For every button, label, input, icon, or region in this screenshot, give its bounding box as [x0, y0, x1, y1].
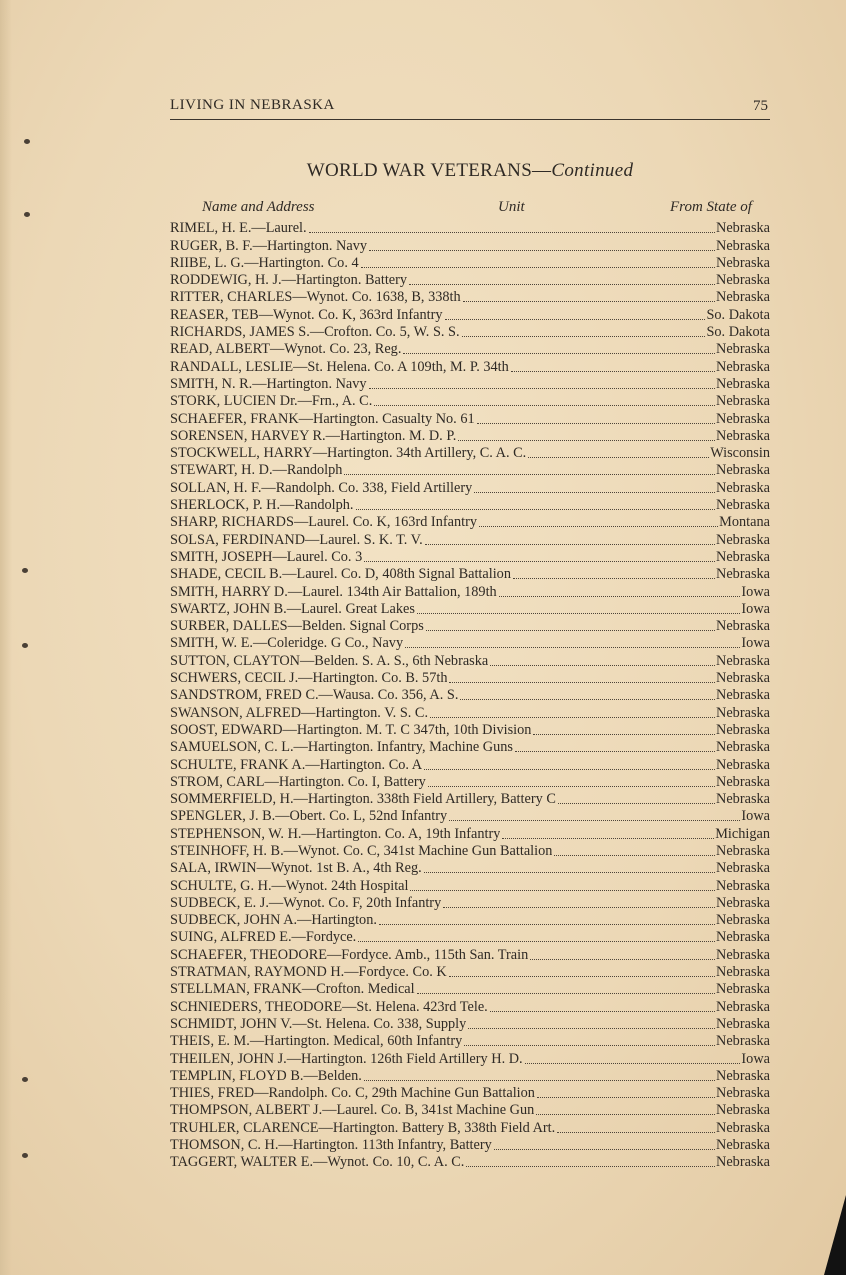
- dot-leader: [445, 319, 706, 320]
- dot-leader: [528, 457, 709, 458]
- binding-hole: [22, 1153, 28, 1158]
- veteran-entry: SOLSA, FERDINAND—Laurel. S. K. T. V.: [170, 531, 423, 548]
- dot-leader: [374, 405, 715, 406]
- page-spine-shadow: [0, 0, 12, 1275]
- veteran-state: Nebraska: [716, 791, 770, 808]
- roster-row: [170, 843, 770, 860]
- veteran-state: Nebraska: [716, 946, 770, 963]
- roster-row: [170, 1085, 770, 1102]
- veteran-state: Nebraska: [716, 652, 770, 669]
- running-head-title: LIVING IN NEBRASKA: [170, 97, 335, 113]
- roster-row: [170, 1050, 770, 1067]
- dot-leader: [443, 907, 715, 908]
- veteran-entry: READ, ALBERT—Wynot. Co. 23, Reg.: [170, 341, 402, 358]
- veteran-entry: SWANSON, ALFRED—Hartington. V. S. C.: [170, 704, 429, 721]
- veteran-entry: THOMPSON, ALBERT J.—Laurel. Co. B, 341st Machine Gun: [170, 1102, 535, 1119]
- roster-row: [170, 1119, 770, 1136]
- dot-leader: [557, 1132, 715, 1133]
- roster-row: [170, 255, 770, 272]
- veteran-state: Nebraska: [716, 739, 770, 756]
- veteran-state: Nebraska: [716, 341, 770, 358]
- veteran-state: Nebraska: [716, 929, 770, 946]
- veteran-entry: SHERLOCK, P. H.—Randolph.: [170, 497, 354, 514]
- dot-leader: [515, 751, 715, 752]
- roster-row: [170, 722, 770, 739]
- veteran-entry: SUING, ALFRED E.—Fordyce.: [170, 929, 357, 946]
- veteran-entry: SMITH, W. E.—Coleridge. G Co., Navy: [170, 635, 404, 652]
- roster-row: [170, 704, 770, 721]
- dot-leader: [449, 682, 715, 683]
- veteran-state: Nebraska: [716, 773, 770, 790]
- dot-leader: [536, 1114, 715, 1115]
- veteran-entry: SMITH, JOSEPH—Laurel. Co. 3: [170, 548, 363, 565]
- veteran-state: Iowa: [741, 635, 770, 652]
- dot-leader: [502, 838, 714, 839]
- roster-row: [170, 808, 770, 825]
- dot-leader: [525, 1063, 741, 1064]
- roster-row: [170, 410, 770, 427]
- veteran-entry: STEPHENSON, W. H.—Hartington. Co. A, 19th Infantry: [170, 825, 501, 842]
- veteran-state: Nebraska: [716, 289, 770, 306]
- roster-row: [170, 1137, 770, 1154]
- veteran-state: Nebraska: [716, 618, 770, 635]
- roster-row: [170, 791, 770, 808]
- veteran-entry: SOLLAN, H. F.—Randolph. Co. 338, Field Artillery: [170, 479, 473, 496]
- veteran-entry: TEMPLIN, FLOYD B.—Belden.: [170, 1067, 362, 1084]
- dot-leader: [449, 976, 715, 977]
- column-header-unit: Unit: [498, 199, 525, 215]
- veteran-entry: SHARP, RICHARDS—Laurel. Co. K, 163rd Infantry: [170, 514, 477, 531]
- veteran-state: Nebraska: [716, 1015, 770, 1032]
- binding-hole: [24, 212, 30, 217]
- veteran-state: Wisconsin: [710, 445, 770, 462]
- dot-leader: [344, 474, 715, 475]
- veteran-state: Nebraska: [716, 894, 770, 911]
- page-number: 75: [753, 98, 768, 114]
- veteran-entry: SCHMIDT, JOHN V.—St. Helena. Co. 338, Supply: [170, 1015, 467, 1032]
- dot-leader: [430, 717, 715, 718]
- veteran-entry: SUDBECK, E. J.—Wynot. Co. F, 20th Infantry: [170, 894, 442, 911]
- dot-leader: [361, 267, 715, 268]
- veteran-entry: SUTTON, CLAYTON—Belden. S. A. S., 6th Nebraska: [170, 652, 489, 669]
- veteran-state: So. Dakota: [706, 306, 770, 323]
- roster-row: [170, 1016, 770, 1033]
- veteran-state: Iowa: [741, 1050, 770, 1067]
- roster-row: [170, 1102, 770, 1119]
- dot-leader: [379, 924, 715, 925]
- dot-leader: [458, 440, 715, 441]
- veteran-state: Nebraska: [716, 1033, 770, 1050]
- dot-leader: [474, 492, 715, 493]
- veteran-entry: STOCKWELL, HARRY—Hartington. 34th Artillery, C. A. C.: [170, 445, 527, 462]
- veteran-entry: THOMSON, C. H.—Hartington. 113th Infantry, Battery: [170, 1137, 492, 1154]
- veteran-entry: THEIS, E. M.—Hartington. Medical, 60th Infantry: [170, 1033, 463, 1050]
- veteran-entry: SCHULTE, G. H.—Wynot. 24th Hospital: [170, 877, 409, 894]
- veteran-state: Nebraska: [716, 964, 770, 981]
- dot-leader: [513, 578, 715, 579]
- dot-leader: [364, 561, 715, 562]
- roster-row: [170, 358, 770, 375]
- veteran-entry: SAMUELSON, C. L.—Hartington. Infantry, Machine Guns: [170, 739, 513, 756]
- roster-row: [170, 998, 770, 1015]
- veteran-state: Nebraska: [716, 220, 770, 237]
- veteran-state: Nebraska: [716, 393, 770, 410]
- veteran-entry: SPENGLER, J. B.—Obert. Co. L, 52nd Infantry: [170, 808, 448, 825]
- veteran-state: Nebraska: [716, 687, 770, 704]
- veteran-roster: [170, 220, 770, 1171]
- veteran-state: Nebraska: [716, 375, 770, 392]
- roster-row: [170, 618, 770, 635]
- dot-leader: [428, 786, 715, 787]
- roster-row: [170, 670, 770, 687]
- dot-leader: [405, 647, 740, 648]
- veteran-entry: TAGGERT, WALTER E.—Wynot. Co. 10, C. A. C.: [170, 1154, 465, 1171]
- veteran-entry: STORK, LUCIEN Dr.—Frn., A. C.: [170, 393, 373, 410]
- veteran-entry: STEWART, H. D.—Randolph: [170, 462, 343, 479]
- veteran-entry: STRATMAN, RAYMOND H.—Fordyce. Co. K: [170, 964, 447, 981]
- veteran-state: Nebraska: [716, 427, 770, 444]
- veteran-entry: SANDSTROM, FRED C.—Wausa. Co. 356, A. S.: [170, 687, 459, 704]
- veteran-state: Nebraska: [716, 1067, 770, 1084]
- roster-row: [170, 774, 770, 791]
- column-header-name: Name and Address: [202, 199, 315, 215]
- veteran-state: Nebraska: [716, 912, 770, 929]
- veteran-entry: SWARTZ, JOHN B.—Laurel. Great Lakes: [170, 600, 415, 617]
- roster-row: [170, 912, 770, 929]
- veteran-state: Nebraska: [716, 860, 770, 877]
- dot-leader: [356, 509, 716, 510]
- veteran-entry: SMITH, N. R.—Hartington. Navy: [170, 375, 367, 392]
- dot-leader: [530, 959, 715, 960]
- section-title: [0, 160, 846, 182]
- veteran-state: Nebraska: [716, 479, 770, 496]
- veteran-entry: SORENSEN, HARVEY R.—Hartington. M. D. P.: [170, 427, 457, 444]
- dot-leader: [533, 734, 715, 735]
- roster-row: [170, 981, 770, 998]
- roster-row: [170, 220, 770, 237]
- roster-row: [170, 306, 770, 323]
- roster-row: [170, 428, 770, 445]
- dot-leader: [417, 613, 740, 614]
- column-header-state: From State of: [670, 199, 752, 215]
- roster-row: [170, 1154, 770, 1171]
- roster-row: [170, 289, 770, 306]
- binding-hole: [24, 139, 30, 144]
- roster-row: [170, 393, 770, 410]
- veteran-state: Nebraska: [716, 704, 770, 721]
- veteran-entry: SUDBECK, JOHN A.—Hartington.: [170, 912, 377, 929]
- dot-leader: [369, 250, 715, 251]
- veteran-state: Iowa: [741, 583, 770, 600]
- section-title-continued: Continued: [551, 160, 634, 181]
- binding-hole: [22, 1077, 28, 1082]
- roster-row: [170, 324, 770, 341]
- veteran-entry: RITTER, CHARLES—Wynot. Co. 1638, B, 338th: [170, 289, 461, 306]
- veteran-state: Nebraska: [716, 272, 770, 289]
- roster-row: [170, 341, 770, 358]
- veteran-entry: RUGER, B. F.—Hartington. Navy: [170, 237, 368, 254]
- roster-row: [170, 531, 770, 548]
- roster-row: [170, 877, 770, 894]
- dot-leader: [403, 353, 715, 354]
- veteran-entry: SCHAEFER, FRANK—Hartington. Casualty No. 61: [170, 410, 475, 427]
- roster-row: [170, 272, 770, 289]
- veteran-state: Nebraska: [716, 1102, 770, 1119]
- dot-leader: [468, 1028, 715, 1029]
- dot-leader: [462, 336, 706, 337]
- roster-row: [170, 652, 770, 669]
- dot-leader: [364, 1080, 715, 1081]
- roster-row: [170, 739, 770, 756]
- veteran-entry: STEINHOFF, H. B.—Wynot. Co. C, 341st Machine Gun Battalion: [170, 842, 553, 859]
- binding-hole: [22, 643, 28, 648]
- roster-row: [170, 929, 770, 946]
- dot-leader: [477, 423, 715, 424]
- roster-row: [170, 756, 770, 773]
- dot-leader: [369, 388, 715, 389]
- veteran-entry: SOMMERFIELD, H.—Hartington. 338th Field Artillery, Battery C: [170, 791, 556, 808]
- roster-row: [170, 1033, 770, 1050]
- running-head: [170, 97, 770, 120]
- binding-hole: [22, 568, 28, 573]
- veteran-state: Nebraska: [716, 670, 770, 687]
- dot-leader: [460, 699, 715, 700]
- dot-leader: [499, 596, 741, 597]
- veteran-entry: SALA, IRWIN—Wynot. 1st B. A., 4th Reg.: [170, 860, 422, 877]
- veteran-entry: SCHULTE, FRANK A.—Hartington. Co. A: [170, 756, 423, 773]
- dot-leader: [490, 1011, 715, 1012]
- veteran-state: Nebraska: [716, 756, 770, 773]
- roster-row: [170, 566, 770, 583]
- roster-row: [170, 237, 770, 254]
- veteran-entry: SOOST, EDWARD—Hartington. M. T. C 347th, 10th Division: [170, 721, 532, 738]
- roster-row: [170, 376, 770, 393]
- roster-row: [170, 860, 770, 877]
- torn-corner: [824, 1195, 846, 1275]
- roster-row: [170, 497, 770, 514]
- veteran-state: Nebraska: [716, 237, 770, 254]
- roster-row: [170, 601, 770, 618]
- veteran-entry: RICHARDS, JAMES S.—Crofton. Co. 5, W. S. S.: [170, 324, 460, 341]
- dot-leader: [426, 630, 715, 631]
- veteran-entry: TRUHLER, CLARENCE—Hartington. Battery B, 338th Field Art.: [170, 1119, 556, 1136]
- dot-leader: [417, 993, 715, 994]
- veteran-state: Nebraska: [716, 497, 770, 514]
- veteran-entry: THEILEN, JOHN J.—Hartington. 126th Field Artillery H. D.: [170, 1050, 523, 1067]
- veteran-state: Nebraska: [716, 410, 770, 427]
- veteran-state: Iowa: [741, 600, 770, 617]
- veteran-state: Nebraska: [716, 548, 770, 565]
- dot-leader: [309, 232, 715, 233]
- veteran-state: Nebraska: [716, 358, 770, 375]
- veteran-entry: RIMEL, H. E.—Laurel.: [170, 220, 307, 237]
- veteran-entry: RANDALL, LESLIE—St. Helena. Co. A 109th, M. P. 34th: [170, 358, 509, 375]
- dot-leader: [464, 1045, 715, 1046]
- dot-leader: [554, 855, 715, 856]
- veteran-entry: STELLMAN, FRANK—Crofton. Medical: [170, 981, 415, 998]
- roster-row: [170, 895, 770, 912]
- veteran-entry: SCHWERS, CECIL J.—Hartington. Co. B. 57th: [170, 670, 448, 687]
- veteran-entry: STROM, CARL—Hartington. Co. I, Battery: [170, 773, 426, 790]
- veteran-state: Nebraska: [716, 877, 770, 894]
- dot-leader: [511, 371, 715, 372]
- veteran-state: Michigan: [715, 825, 770, 842]
- roster-row: [170, 964, 770, 981]
- dot-leader: [358, 941, 715, 942]
- roster-row: [170, 445, 770, 462]
- veteran-state: Nebraska: [716, 721, 770, 738]
- roster-row: [170, 479, 770, 496]
- veteran-state: Nebraska: [716, 1137, 770, 1154]
- dot-leader: [424, 769, 715, 770]
- veteran-entry: SCHNIEDERS, THEODORE—St. Helena. 423rd Tele.: [170, 998, 488, 1015]
- roster-row: [170, 549, 770, 566]
- veteran-entry: THIES, FRED—Randolph. Co. C, 29th Machine Gun Battalion: [170, 1085, 535, 1102]
- roster-row: [170, 462, 770, 479]
- roster-row: [170, 635, 770, 652]
- veteran-entry: RIIBE, L. G.—Hartington. Co. 4: [170, 254, 359, 271]
- veteran-state: Nebraska: [716, 998, 770, 1015]
- veteran-state: Nebraska: [716, 462, 770, 479]
- roster-row: [170, 1068, 770, 1085]
- veteran-entry: RODDEWIG, H. J.—Hartington. Battery: [170, 272, 408, 289]
- veteran-state: Nebraska: [716, 1154, 770, 1171]
- dot-leader: [537, 1097, 715, 1098]
- roster-row: [170, 514, 770, 531]
- veteran-state: Nebraska: [716, 566, 770, 583]
- veteran-state: Nebraska: [716, 1085, 770, 1102]
- veteran-entry: SURBER, DALLES—Belden. Signal Corps: [170, 618, 424, 635]
- roster-row: [170, 825, 770, 842]
- dot-leader: [490, 665, 715, 666]
- veteran-state: So. Dakota: [706, 324, 770, 341]
- veteran-entry: SHADE, CECIL B.—Laurel. Co. D, 408th Signal Battalion: [170, 566, 511, 583]
- dot-leader: [494, 1149, 715, 1150]
- dot-leader: [463, 301, 715, 302]
- veteran-state: Nebraska: [716, 842, 770, 859]
- dot-leader: [425, 544, 715, 545]
- dot-leader: [466, 1166, 715, 1167]
- dot-leader: [424, 872, 715, 873]
- veteran-state: Nebraska: [716, 981, 770, 998]
- dot-leader: [479, 526, 718, 527]
- roster-row: [170, 583, 770, 600]
- veteran-state: Montana: [719, 514, 770, 531]
- veteran-state: Nebraska: [716, 254, 770, 271]
- section-title-text: WORLD WAR VETERANS—: [306, 160, 552, 181]
- dot-leader: [410, 890, 715, 891]
- veteran-entry: SMITH, HARRY D.—Laurel. 134th Air Battalion, 189th: [170, 583, 497, 600]
- roster-row: [170, 687, 770, 704]
- veteran-entry: REASER, TEB—Wynot. Co. K, 363rd Infantry: [170, 306, 443, 323]
- veteran-state: Nebraska: [716, 531, 770, 548]
- roster-row: [170, 946, 770, 963]
- veteran-state: Iowa: [741, 808, 770, 825]
- veteran-entry: SCHAEFER, THEODORE—Fordyce. Amb., 115th San. Train: [170, 946, 529, 963]
- veteran-state: Nebraska: [716, 1119, 770, 1136]
- dot-leader: [449, 820, 740, 821]
- dot-leader: [558, 803, 715, 804]
- dot-leader: [409, 284, 715, 285]
